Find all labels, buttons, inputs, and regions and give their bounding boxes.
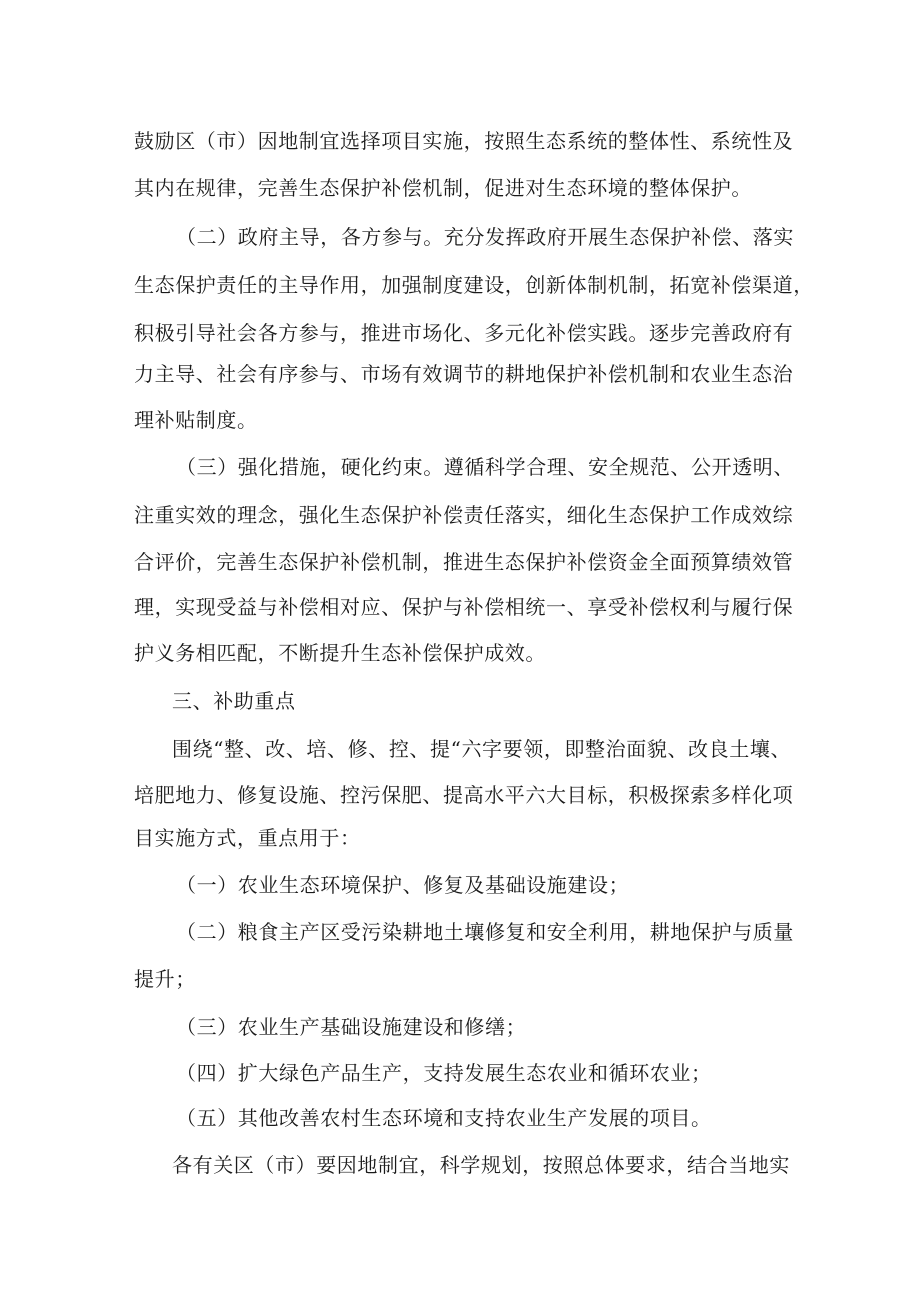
paragraph-2-line-4: 力主导、社会有序参与、市场有效调节的耕地保护补偿机制和农业生态治 — [134, 362, 794, 386]
paragraph-2-line-3: 积极引导社会各方参与，推进市场化、多元化补偿实践。逐步完善政府有 — [134, 321, 794, 345]
paragraph-3-line-3: 合评价，完善生态保护补偿机制，推进生态保护补偿资金全面预算绩效管 — [134, 550, 794, 574]
paragraph-3-line-4: 理，实现受益与补偿相对应、保护与补偿相统一、享受补偿权利与履行保 — [134, 595, 794, 619]
paragraph-2-line-2: 生态保护责任的主导作用，加强制度建设，创新体制机制，拓宽补偿渠道， — [134, 273, 814, 297]
paragraph-2-line-5: 理补贴制度。 — [134, 408, 258, 432]
list-item-4: （四）扩大绿色产品生产，支持发展生态农业和循环农业； — [176, 1061, 712, 1085]
paragraph-3-line-1: （三）强化措施，硬化约束。遵循科学合理、安全规范、公开透明、 — [176, 455, 794, 479]
paragraph-1-line-2: 其内在规律，完善生态保护补偿机制，促进对生态环境的整体保护。 — [134, 176, 752, 200]
list-item-3: （三）农业生产基础设施建设和修缮； — [176, 1015, 527, 1039]
paragraph-5-line-1: 各有关区（市）要因地制宜，科学规划，按照总体要求，结合当地实 — [172, 1153, 790, 1177]
paragraph-1-line-1: 鼓励区（市）因地制宜选择项目实施，按照生态系统的整体性、系统性及 — [134, 129, 794, 153]
paragraph-3-line-5: 护义务相匹配，不断提升生态补偿保护成效。 — [134, 641, 546, 665]
paragraph-4-line-3: 目实施方式，重点用于： — [134, 826, 361, 850]
section-heading: 三、补助重点 — [172, 689, 296, 713]
paragraph-4-line-1: 围绕“整、改、培、修、控、提“六字要领，即整治面貌、改良土壤、 — [172, 737, 792, 761]
list-item-5: （五）其他改善农村生态环境和支持农业生产发展的项目。 — [176, 1106, 712, 1130]
list-item-1: （一）农业生态环境保护、修复及基础设施建设； — [176, 873, 630, 897]
paragraph-2-line-1: （二）政府主导，各方参与。充分发挥政府开展生态保护补偿、落实 — [176, 225, 794, 249]
list-item-2-line-1: （二）粮食主产区受污染耕地土壤修复和安全利用，耕地保护与质量 — [176, 920, 794, 944]
list-item-2-line-2: 提升； — [134, 967, 196, 991]
paragraph-4-line-2: 培肥地力、修复设施、控污保肥、提高水平六大目标，积极探索多样化项 — [134, 783, 794, 807]
paragraph-3-line-2: 注重实效的理念，强化生态保护补偿责任落实，细化生态保护工作成效综 — [134, 503, 794, 527]
